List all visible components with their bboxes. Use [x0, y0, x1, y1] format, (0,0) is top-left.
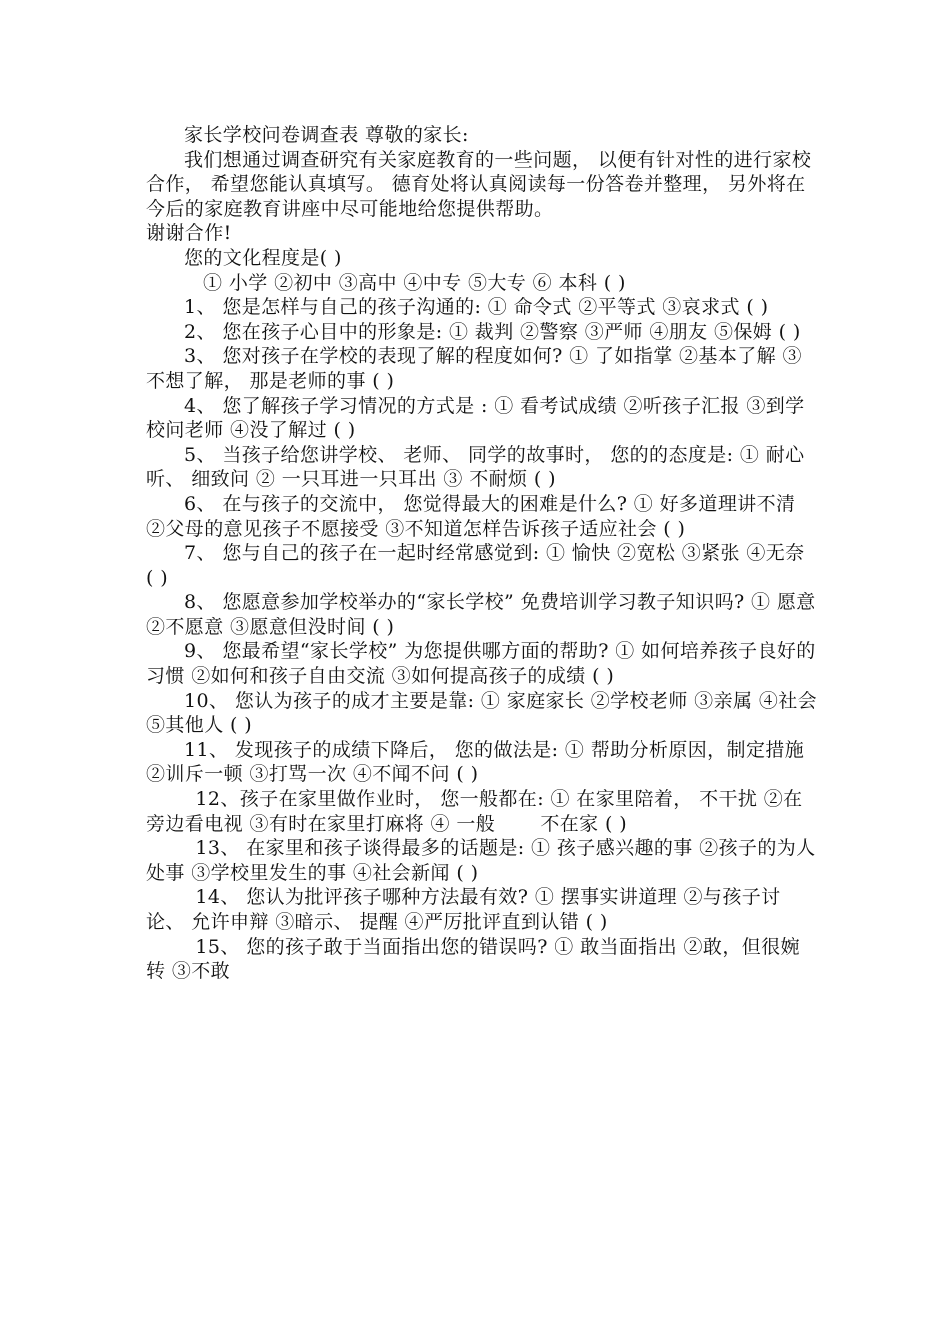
question-10: 10、 您认为孩子的成才主要是靠: ① 家庭家长 ②学校老师 ③亲属 ④社会 ⑤其他人 ( ): [146, 689, 818, 737]
question-11: 11、 发现孩子的成绩下降后， 您的做法是: ① 帮助分析原因，制定措施 ②训斥一顿 ③打骂一次 ④不闻不问 ( ): [146, 738, 805, 786]
question-7: 7、 您与自己的孩子在一起时经常感觉到: ① 愉快 ②宽松 ③紧张 ④无奈 ( ): [146, 542, 805, 589]
education-question: 您的文化程度是( ): [184, 246, 342, 269]
question-3: 3、 您对孩子在学校的表现了解的程度如何? ① 了如指掌 ②基本了解 ③不想了解， 那是老师的事 ( ): [146, 345, 802, 392]
intro-paragraph: 我们想通过调查研究有关家庭教育的一些问题， 以便有针对性的进行家校合作， 希望您能认真填写。 德育处将认真阅读每一份答卷并整理， 另外将在今后的家庭教育讲座中尽可能地给您提供帮助。: [146, 148, 812, 220]
thanks-line: 谢谢合作!: [146, 222, 232, 245]
question-13: 13、 在家里和孩子谈得最多的话题是: ① 孩子感兴趣的事 ②孩子的为人处事 ③学校里发生的事 ④社会新闻 ( ): [146, 837, 816, 884]
question-4: 4、 您了解孩子学习情况的方式是 : ① 看考试成绩 ②听孩子汇报 ③到学校问老师 ④没了解过 ( ): [146, 394, 805, 442]
question-2: 2、 您在孩子心目中的形象是: ① 裁判 ②警察 ③严师 ④朋友 ⑤保姆 ( ): [184, 320, 801, 343]
education-options: ① 小学 ②初中 ③高中 ④中专 ⑤大专 ⑥ 本科 ( ): [203, 271, 626, 294]
question-14: 14、 您认为批评孩子哪种方法最有效? ① 摆事实讲道理 ②与孩子讨论、 允许申辩 ③暗示、 提醒 ④严厉批评直到认错 ( ): [146, 886, 781, 933]
question-8: 8、 您愿意参加学校举办的“家长学校” 免费培训学习教子知识吗? ① 愿意 ②不愿意 ③愿意但没时间 ( ): [146, 591, 816, 638]
question-1: 1、 您是怎样与自己的孩子沟通的: ① 命令式 ②平等式 ③哀求式 ( ): [184, 296, 769, 319]
questionnaire-body: [146, 123, 818, 984]
question-15: 15、 您的孩子敢于当面指出您的错误吗? ① 敢当面指出 ②敢，但很婉转 ③不敢: [146, 935, 800, 983]
question-12: 12、孩子在家里做作业时， 您一般都在: ① 在家里陪着， 不干扰 ②在旁边看电视 ③有时在家里打麻将 ④ 一般 不在家 ( ): [146, 788, 803, 835]
document-header-line: 家长学校问卷调查表 尊敬的家长:: [184, 124, 469, 146]
question-6: 6、 在与孩子的交流中， 您觉得最大的困难是什么? ① 好多道理讲不清 ②父母的意见孩子不愿接受 ③不知道怎样告诉孩子适应社会 ( ): [146, 492, 796, 540]
question-9: 9、 您最希望“家长学校” 为您提供哪方面的帮助? ① 如何培养孩子良好的习惯 ②如何和孩子自由交流 ③如何提高孩子的成绩 ( ): [146, 640, 816, 688]
question-5: 5、 当孩子给您讲学校、 老师、 同学的故事时， 您的的态度是: ① 耐心听、 细致问 ② 一只耳进一只耳出 ③ 不耐烦 ( ): [146, 443, 805, 491]
